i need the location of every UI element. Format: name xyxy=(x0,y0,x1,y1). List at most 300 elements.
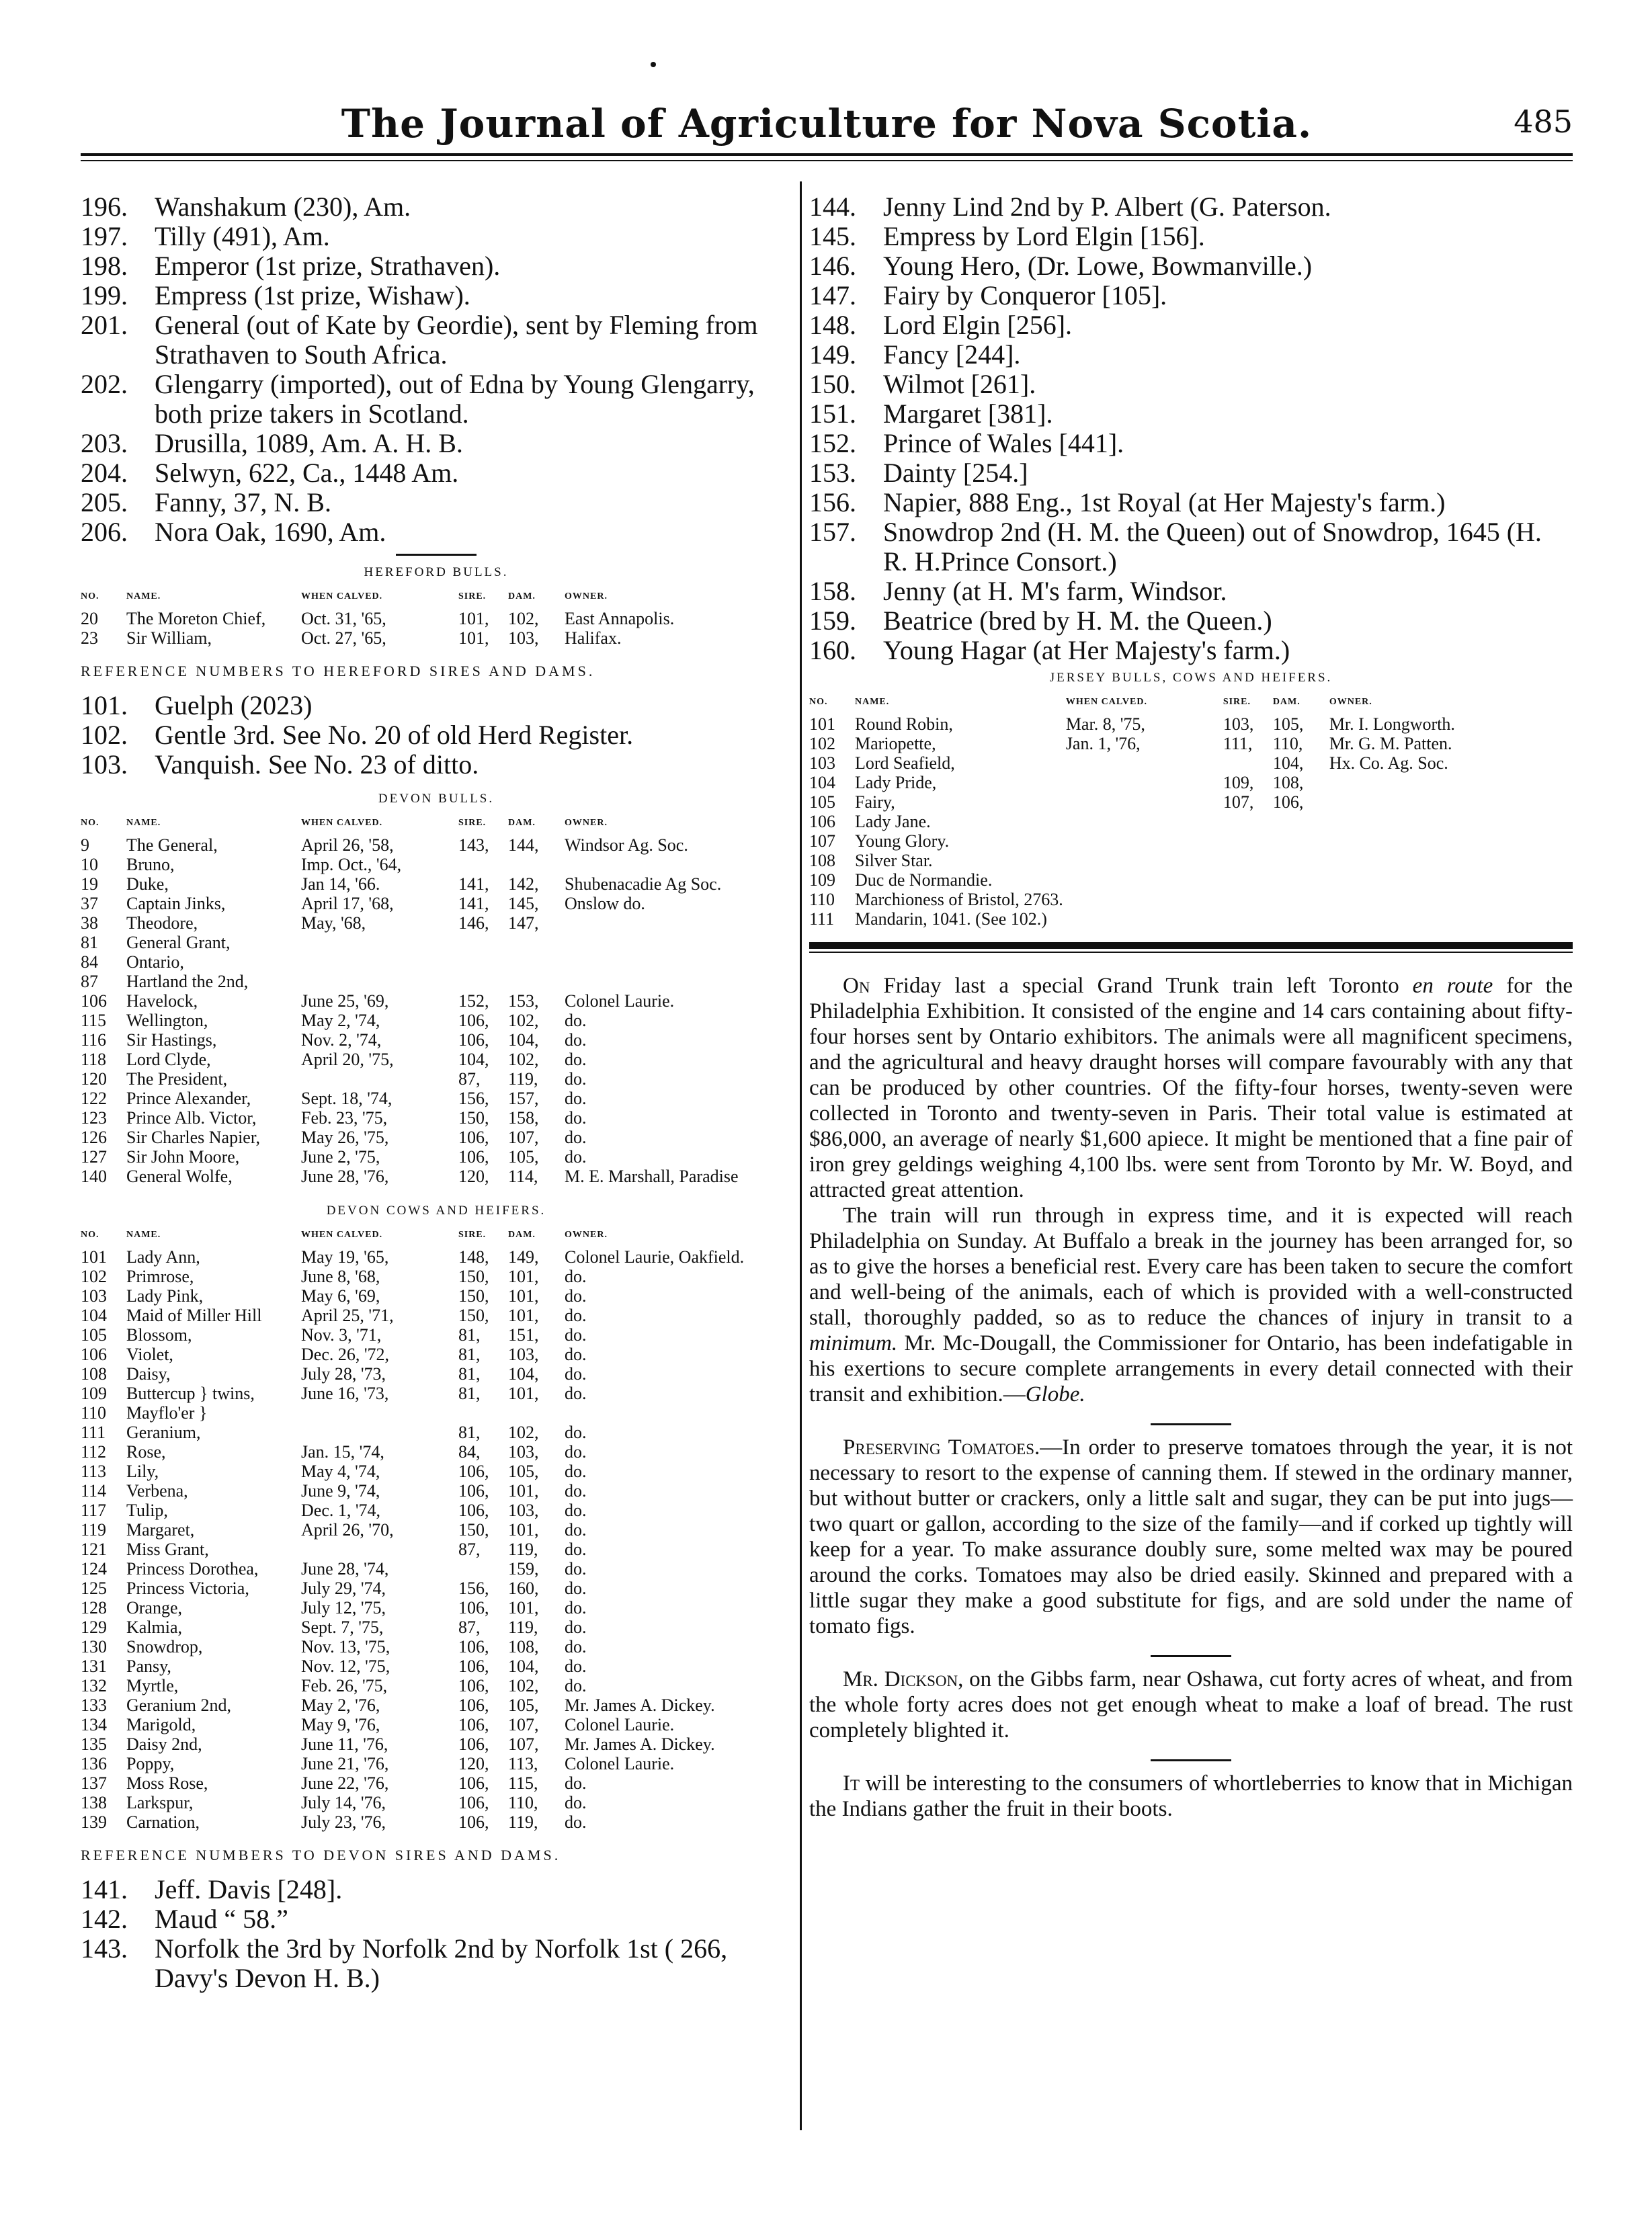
table-cell: 101, xyxy=(508,1520,539,1540)
list-item xyxy=(809,577,1573,606)
table-cell xyxy=(1223,890,1273,909)
table-row xyxy=(809,773,1573,792)
table-cell: Young Glory. xyxy=(855,831,950,851)
table-cell: 84 xyxy=(81,952,98,972)
table-cell: 106, xyxy=(458,1656,489,1676)
table-cell: Lady Pride, xyxy=(855,773,937,792)
table-cell xyxy=(1273,831,1329,851)
table-cell: Snowdrop, xyxy=(126,1637,203,1656)
table-cell xyxy=(301,933,458,952)
table-cell: do. xyxy=(565,1306,587,1325)
table-cell: Lord Clyde, xyxy=(126,1050,211,1069)
list-item xyxy=(81,370,792,429)
hereford-caption: HEREFORD BULLS. xyxy=(364,565,509,579)
table-cell: June 21, '76, xyxy=(301,1754,389,1773)
item-number: 203. xyxy=(81,428,128,458)
table-cell xyxy=(458,855,508,874)
table-row xyxy=(81,1286,792,1306)
list-item xyxy=(809,340,1573,370)
table-cell: 84, xyxy=(458,1442,481,1462)
table-cell xyxy=(565,913,792,933)
table-cell: 106, xyxy=(458,1715,489,1734)
table-row xyxy=(81,1773,792,1793)
table-cell: Mr. James A. Dickey. xyxy=(565,1734,715,1754)
table-cell: Nov. 12, '75, xyxy=(301,1656,390,1676)
list-item xyxy=(81,1875,792,1904)
table-cell: 117 xyxy=(81,1501,107,1520)
article-text: on the Gibbs farm, near Oshawa, cut forty acres of wheat, and from the whole forty acres does not get enough wheat to make a loaf of bread. The rust completely blighted it. xyxy=(809,1667,1573,1743)
table-cell: Rose, xyxy=(126,1442,166,1462)
table-cell: 110 xyxy=(809,890,835,909)
table-cell: 106 xyxy=(81,1345,107,1364)
table-cell: 144, xyxy=(508,835,539,855)
table-cell xyxy=(1273,812,1329,831)
table-cell: Princess Dorothea, xyxy=(126,1559,259,1579)
table-cell: Jan. 15, '74, xyxy=(301,1442,384,1462)
table-cell: Verbena, xyxy=(126,1481,188,1501)
item-number: 206. xyxy=(81,517,128,547)
table-row xyxy=(81,1734,792,1754)
table-cell xyxy=(1223,831,1273,851)
table-cell: Havelock, xyxy=(126,991,198,1011)
table-cell: 105 xyxy=(81,1325,107,1345)
table-cell: Larkspur, xyxy=(126,1793,194,1812)
ref-hereford-list xyxy=(81,691,792,780)
table-cell: do. xyxy=(565,1147,587,1167)
column-header: NAME. xyxy=(855,697,890,707)
table-cell xyxy=(1066,753,1223,773)
table-cell: do. xyxy=(565,1773,587,1793)
table-row xyxy=(81,1462,792,1481)
ref-hereford-heading: REFERENCE NUMBERS TO HEREFORD SIRES AND DAMS. xyxy=(81,663,595,679)
table-cell: 113, xyxy=(508,1754,538,1773)
table-cell: 108 xyxy=(809,851,835,870)
hereford-table xyxy=(81,587,792,648)
table-cell: 103, xyxy=(508,1442,539,1462)
article-lead: It xyxy=(843,1771,860,1796)
list-item xyxy=(81,222,792,251)
article-text: Mr. Mc-Dougall, the Commissioner for Ontario, has been indefatigable in his exertions to secure complete arrangements in every detail connected with their transit and exhibition.— xyxy=(809,1331,1573,1407)
table-cell: Sir William, xyxy=(126,628,212,648)
list-item xyxy=(809,517,1573,577)
table-cell: Feb. 23, '75, xyxy=(301,1108,388,1128)
table-cell: 120, xyxy=(458,1754,489,1773)
table-cell: 152, xyxy=(458,991,489,1011)
table-cell: April 17, '68, xyxy=(301,894,394,913)
table-cell: 107, xyxy=(1223,792,1254,812)
table-cell: do. xyxy=(565,1812,587,1832)
table-cell xyxy=(1329,773,1573,792)
article-lead: On xyxy=(843,974,870,998)
table-cell xyxy=(1329,812,1573,831)
table-cell: Nov. 3, '71, xyxy=(301,1325,382,1345)
table-cell: Orange, xyxy=(126,1598,183,1618)
table-cell: 102, xyxy=(508,1676,539,1695)
table-cell: Margaret, xyxy=(126,1520,195,1540)
table-cell: 121 xyxy=(81,1540,107,1559)
column-header: NAME. xyxy=(126,818,161,828)
table-cell: April 26, '58, xyxy=(301,835,394,855)
table-cell: May 6, '69, xyxy=(301,1286,380,1306)
table-header-row xyxy=(81,813,792,835)
table-cell: 132 xyxy=(81,1676,107,1695)
table-cell: 131 xyxy=(81,1656,107,1676)
list-item xyxy=(809,458,1573,488)
table-cell: 156, xyxy=(458,1579,489,1598)
table-cell: 104 xyxy=(81,1306,107,1325)
item-text: Glengarry (imported), out of Edna by Young Glengarry, both prize takers in Scotland. xyxy=(155,369,755,429)
table-cell xyxy=(1066,851,1223,870)
table-cell: 158, xyxy=(508,1108,539,1128)
table-cell: do. xyxy=(565,1267,587,1286)
list-item xyxy=(809,636,1573,665)
item-text: Fanny, 37, N. B. xyxy=(155,487,331,517)
column-header: NAME. xyxy=(126,591,161,601)
table-cell: Dec. 26, '72, xyxy=(301,1345,390,1364)
item-text: Dainty [254.] xyxy=(883,458,1028,488)
table-cell: June 28, '74, xyxy=(301,1559,389,1579)
table-row xyxy=(81,1598,792,1618)
table-cell xyxy=(1066,792,1223,812)
table-cell: 101, xyxy=(508,1267,539,1286)
item-text: Drusilla, 1089, Am. A. H. B. xyxy=(155,428,463,458)
item-number: 147. xyxy=(809,280,856,310)
table-cell: Hartland the 2nd, xyxy=(126,972,249,991)
item-text: Margaret [381]. xyxy=(883,398,1053,429)
table-cell xyxy=(565,933,792,952)
table-cell: 109, xyxy=(1223,773,1254,792)
table-row xyxy=(81,1656,792,1676)
item-number: 198. xyxy=(81,251,128,281)
item-text: Empress by Lord Elgin [156]. xyxy=(883,221,1205,251)
table-cell: 126 xyxy=(81,1128,107,1147)
table-cell xyxy=(565,855,792,874)
table-cell: 157, xyxy=(508,1089,539,1108)
table-cell: do. xyxy=(565,1069,587,1089)
table-row xyxy=(81,1108,792,1128)
table-cell: 120 xyxy=(81,1069,107,1089)
table-cell xyxy=(1066,831,1223,851)
table-cell xyxy=(301,1403,458,1423)
table-cell: 101, xyxy=(458,609,489,628)
table-cell: May, '68, xyxy=(301,913,366,933)
table-cell: 81, xyxy=(458,1364,481,1384)
table-cell: June 22, '76, xyxy=(301,1773,389,1793)
table-row xyxy=(81,1695,792,1715)
table-cell: Fairy, xyxy=(855,792,895,812)
table-row xyxy=(81,1540,792,1559)
item-text: Fancy [244]. xyxy=(883,339,1021,370)
table-row xyxy=(81,1011,792,1030)
table-cell: 143, xyxy=(458,835,489,855)
list-item xyxy=(81,517,792,547)
table-cell: Dec. 1, '74, xyxy=(301,1501,381,1520)
column-divider xyxy=(800,181,802,2130)
article-text: —In order to preserve tomatoes through the year, it is not necessary to resort to the expense of canning them. If stewed in the ordinary manner, but without butter or crackers, only a little salt and sugar, they can be put into jugs—two quart or gallon, according to the size of the family—and if corked up tightly will keep for a year. To make assurance doubly sure, some melted wax may be poured around the corks. Tomatoes may also be dried easily. Skinned and prepared with a little sugar they make a good substitute for figs, and are sold under the name of tomato figs. xyxy=(809,1435,1573,1638)
table-cell: 150, xyxy=(458,1286,489,1306)
table-cell xyxy=(1066,890,1223,909)
article-lead: Mr. Dickson, xyxy=(843,1667,964,1691)
article-grand-trunk xyxy=(809,973,1573,1203)
table-cell: 111 xyxy=(81,1423,106,1442)
table-cell: 119, xyxy=(508,1618,538,1637)
table-cell xyxy=(1329,870,1573,890)
table-cell: 106, xyxy=(458,1598,489,1618)
table-cell: 103, xyxy=(508,1501,539,1520)
table-cell: 110, xyxy=(1272,734,1303,753)
table-row xyxy=(81,952,792,972)
table-cell: Feb. 26, '75, xyxy=(301,1676,388,1695)
table-cell xyxy=(508,855,565,874)
table-cell: Oct. 31, '65, xyxy=(301,609,386,628)
table-cell: do. xyxy=(565,1559,587,1579)
table-cell: 108, xyxy=(1272,773,1304,792)
table-cell: Marchioness of Bristol, 2763. xyxy=(855,890,1063,909)
list-item xyxy=(81,251,792,281)
table-cell: April 26, '70, xyxy=(301,1520,394,1540)
table-cell: 160, xyxy=(508,1579,539,1598)
table-cell: 107 xyxy=(809,831,835,851)
table-cell: June 11, '76, xyxy=(301,1734,388,1754)
table-row xyxy=(81,1559,792,1579)
item-text: Wanshakum (230), Am. xyxy=(155,192,411,222)
table-cell: May 26, '75, xyxy=(301,1128,389,1147)
table-cell: Sir Hastings, xyxy=(126,1030,217,1050)
item-number: 153. xyxy=(809,458,856,488)
table-cell: Carnation, xyxy=(126,1812,200,1832)
item-number: 144. xyxy=(809,192,856,222)
table-cell: 141, xyxy=(458,874,489,894)
table-cell xyxy=(1273,890,1329,909)
item-number: 158. xyxy=(809,576,856,606)
devon-bulls-table xyxy=(81,813,792,1186)
table-cell: April 20, '75, xyxy=(301,1050,394,1069)
table-cell: 81, xyxy=(458,1345,481,1364)
column-header: NO. xyxy=(81,1230,99,1240)
list-item xyxy=(81,458,792,488)
article-rule-thin xyxy=(809,952,1573,953)
article-italic: en route xyxy=(1412,974,1493,998)
table-row xyxy=(81,1069,792,1089)
table-cell: 113 xyxy=(81,1462,107,1481)
page-number: 485 xyxy=(1514,103,1573,140)
table-row xyxy=(81,1618,792,1637)
table-cell: 81 xyxy=(81,933,98,952)
table-cell: 148, xyxy=(458,1247,489,1267)
item-text: Fairy by Conqueror [105]. xyxy=(883,280,1167,310)
table-cell: May 19, '65, xyxy=(301,1247,389,1267)
table-cell: General Grant, xyxy=(126,933,231,952)
item-number: 204. xyxy=(81,458,128,488)
column-header: SIRE. xyxy=(458,818,487,828)
column-header: WHEN CALVED. xyxy=(1065,697,1147,707)
item-text: Jeff. Davis [248]. xyxy=(155,1874,343,1904)
table-cell xyxy=(508,1403,565,1423)
table-cell: 138 xyxy=(81,1793,107,1812)
table-row xyxy=(81,1306,792,1325)
table-cell: 135 xyxy=(81,1734,107,1754)
table-cell: 102 xyxy=(81,1267,107,1286)
table-cell xyxy=(1223,753,1273,773)
article-separator xyxy=(1151,1423,1231,1425)
table-cell: Pansy, xyxy=(126,1656,171,1676)
table-cell: Sir Charles Napier, xyxy=(126,1128,260,1147)
column-header: DAM. xyxy=(508,591,536,601)
left-column xyxy=(81,192,792,1993)
table-cell: 105, xyxy=(508,1695,539,1715)
table-cell: Daisy 2nd, xyxy=(126,1734,202,1754)
table-cell: 87 xyxy=(81,972,98,991)
table-cell: Round Robin, xyxy=(855,714,953,734)
table-cell: June 9, '74, xyxy=(301,1481,380,1501)
table-row xyxy=(81,1481,792,1501)
table-cell: 115, xyxy=(508,1773,538,1793)
table-cell xyxy=(1066,773,1223,792)
table-cell: 101, xyxy=(508,1481,539,1501)
ref-devon-heading: REFERENCE NUMBERS TO DEVON SIRES AND DAMS. xyxy=(81,1847,561,1863)
table-row xyxy=(81,1676,792,1695)
table-cell: 111 xyxy=(809,909,835,929)
table-cell: 106, xyxy=(458,1501,489,1520)
table-cell: Colonel Laurie, Oakfield. xyxy=(565,1247,745,1267)
list-item xyxy=(809,310,1573,340)
column-header: OWNER. xyxy=(565,591,608,601)
table-cell: do. xyxy=(565,1598,587,1618)
table-cell: Onslow do. xyxy=(565,894,645,913)
column-header: NAME. xyxy=(126,1230,161,1240)
list-item xyxy=(809,429,1573,458)
table-cell: do. xyxy=(565,1423,587,1442)
table-cell: Geranium, xyxy=(126,1423,201,1442)
devon-cows-table xyxy=(81,1225,792,1832)
column-header: NO. xyxy=(81,818,99,828)
table-cell: Nov. 13, '75, xyxy=(301,1637,390,1656)
table-cell: 106, xyxy=(458,1030,489,1050)
table-row xyxy=(809,734,1573,753)
column-header: SIRE. xyxy=(1223,697,1251,707)
table-cell: Poppy, xyxy=(126,1754,175,1773)
table-header-row xyxy=(809,692,1573,714)
table-cell: 125 xyxy=(81,1579,107,1598)
table-cell: 116 xyxy=(81,1030,107,1050)
table-cell: Mr. G. M. Patten. xyxy=(1329,734,1452,753)
table-cell: Lady Jane. xyxy=(855,812,931,831)
table-cell: Primrose, xyxy=(126,1267,194,1286)
table-row xyxy=(81,835,792,855)
table-cell: 108 xyxy=(81,1364,107,1384)
item-number: 196. xyxy=(81,192,128,222)
table-cell: 150, xyxy=(458,1520,489,1540)
table-cell: 103 xyxy=(81,1286,107,1306)
table-row xyxy=(809,851,1573,870)
table-cell: Silver Star. xyxy=(855,851,933,870)
table-row xyxy=(809,792,1573,812)
column-header: OWNER. xyxy=(1329,697,1372,707)
table-cell: 104, xyxy=(508,1364,539,1384)
table-row xyxy=(81,609,792,628)
table-cell: 119, xyxy=(508,1069,538,1089)
table-cell: 81, xyxy=(458,1384,481,1403)
header-rule xyxy=(81,153,1573,156)
table-row xyxy=(81,1812,792,1832)
table-cell: Mar. 8, '75, xyxy=(1065,714,1145,734)
column-header: NO. xyxy=(809,697,828,707)
table-cell: 147, xyxy=(508,913,539,933)
table-cell xyxy=(1273,909,1329,929)
article-whortleberries xyxy=(809,1771,1573,1822)
list-item xyxy=(809,281,1573,310)
item-text: Jenny Lind 2nd by P. Albert (G. Paterson. xyxy=(883,192,1331,222)
table-cell: Violet, xyxy=(126,1345,173,1364)
table-row xyxy=(81,855,792,874)
list-item xyxy=(81,691,792,720)
table-row xyxy=(81,1403,792,1423)
table-cell: Tulip, xyxy=(126,1501,168,1520)
table-cell: 102 xyxy=(809,734,835,753)
article-dickson xyxy=(809,1667,1573,1743)
table-cell: 104 xyxy=(809,773,835,792)
table-cell xyxy=(458,933,508,952)
table-cell: Mr. I. Longworth. xyxy=(1329,714,1455,734)
table-cell: April 25, '71, xyxy=(301,1306,394,1325)
table-cell: 104, xyxy=(1272,753,1304,773)
table-cell: do. xyxy=(565,1030,587,1050)
table-cell: The President, xyxy=(126,1069,228,1089)
table-cell: Colonel Laurie. xyxy=(565,991,675,1011)
table-cell: 106, xyxy=(458,1734,489,1754)
table-cell: May 9, '76, xyxy=(301,1715,380,1734)
table-cell: Myrtle, xyxy=(126,1676,179,1695)
table-cell: June 2, '75, xyxy=(301,1147,380,1167)
table-cell: 101, xyxy=(458,628,489,648)
list-item xyxy=(809,192,1573,222)
table-cell: 106, xyxy=(458,1793,489,1812)
table-cell: East Annapolis. xyxy=(565,609,675,628)
item-text: Empress (1st prize, Wishaw). xyxy=(155,280,470,310)
table-cell: 102, xyxy=(508,1011,539,1030)
table-row xyxy=(81,1637,792,1656)
item-number: 156. xyxy=(809,487,856,517)
table-cell xyxy=(508,972,565,991)
table-cell: 114, xyxy=(508,1167,538,1186)
table-cell: do. xyxy=(565,1481,587,1501)
list-item xyxy=(81,192,792,222)
table-cell: 38 xyxy=(81,913,98,933)
table-cell: 150, xyxy=(458,1108,489,1128)
table-cell: Lily, xyxy=(126,1462,159,1481)
table-cell: 101, xyxy=(508,1286,539,1306)
table-cell: Nov. 2, '74, xyxy=(301,1030,382,1050)
table-cell: do. xyxy=(565,1579,587,1598)
table-cell: 81, xyxy=(458,1423,481,1442)
table-row xyxy=(81,628,792,648)
table-cell: 111, xyxy=(1223,734,1253,753)
item-text: Jenny (at H. M's farm, Windsor. xyxy=(883,576,1227,606)
table-cell: 20 xyxy=(81,609,98,628)
table-cell: 114 xyxy=(81,1481,107,1501)
item-text: Wilmot [261]. xyxy=(883,369,1036,399)
table-cell: Captain Jinks, xyxy=(126,894,226,913)
table-row xyxy=(81,1754,792,1773)
table-cell: 101 xyxy=(809,714,835,734)
table-cell: 108, xyxy=(508,1637,539,1656)
table-cell: 124 xyxy=(81,1559,107,1579)
table-row xyxy=(81,1030,792,1050)
table-cell: 128 xyxy=(81,1598,107,1618)
item-text: Young Hero, (Dr. Lowe, Bowmanville.) xyxy=(883,251,1313,281)
table-cell: 109 xyxy=(809,870,835,890)
list-item xyxy=(81,750,792,780)
